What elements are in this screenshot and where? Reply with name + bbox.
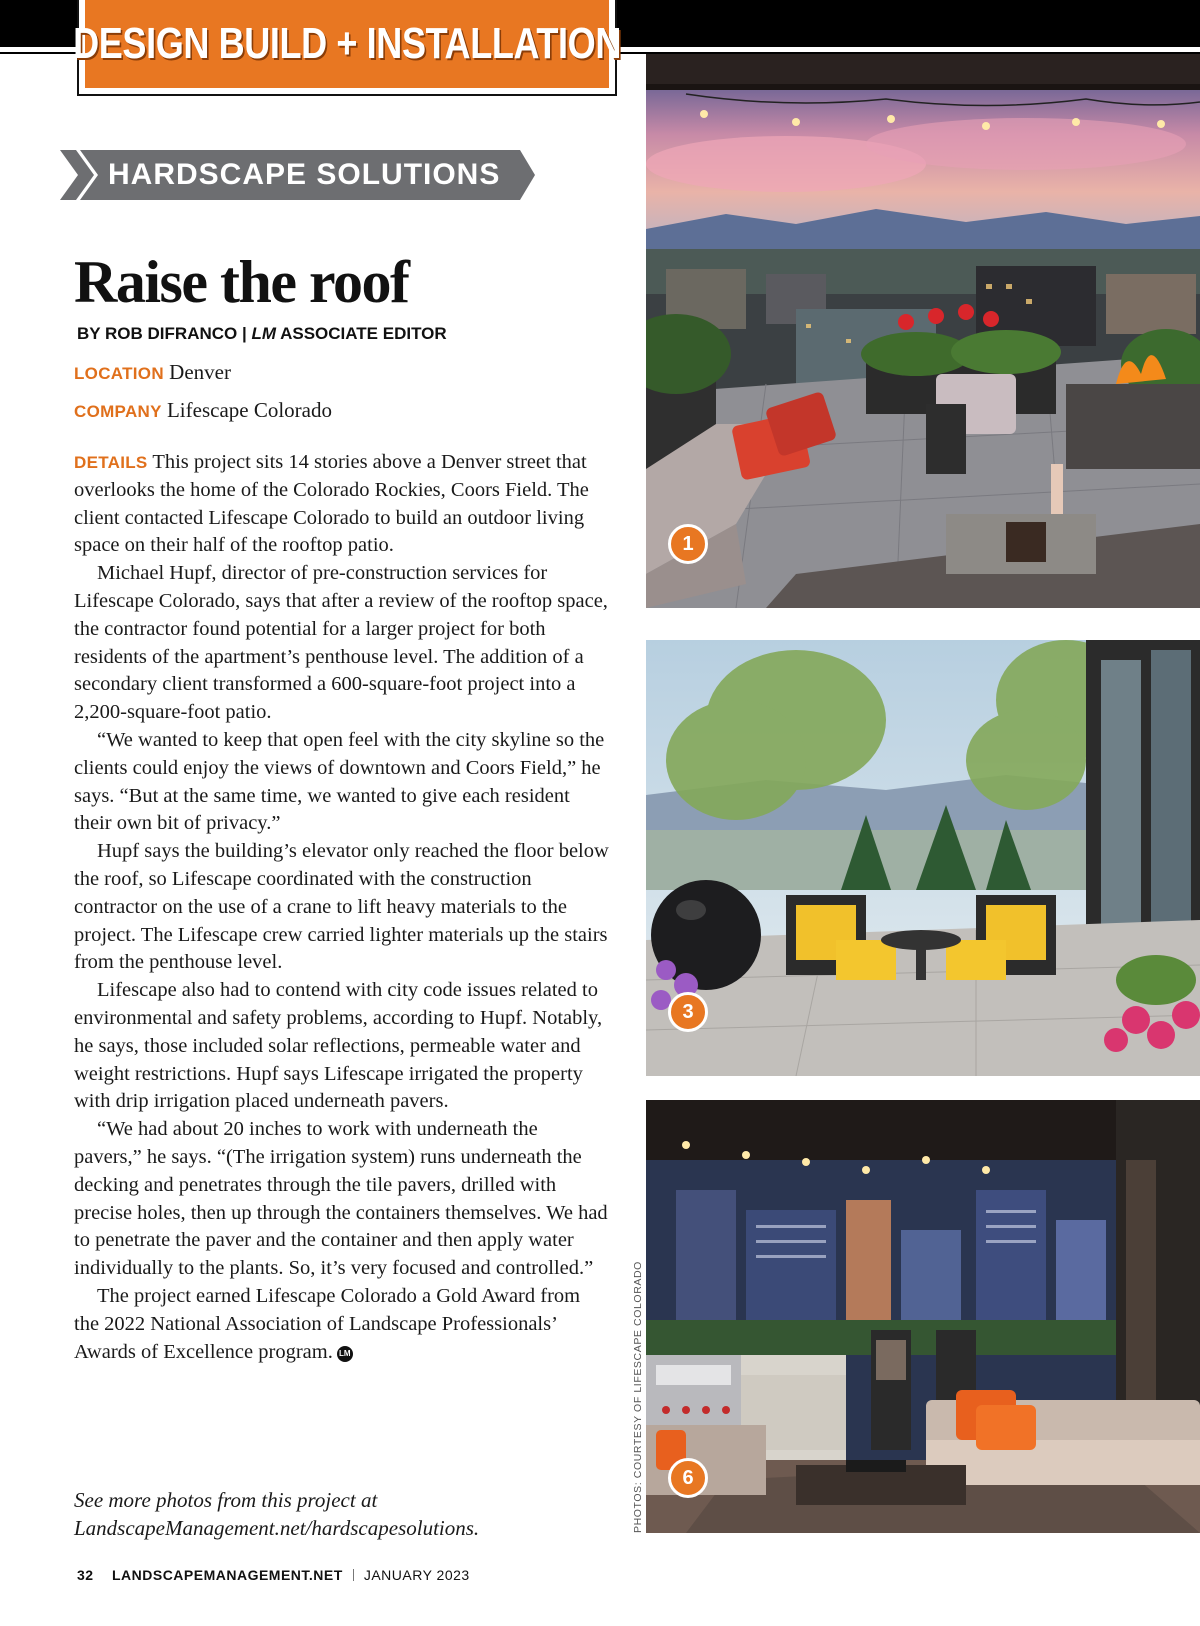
byline-role: ASSOCIATE EDITOR <box>276 324 447 343</box>
department-tag-label: HARDSCAPE SOLUTIONS <box>108 158 501 191</box>
photo-badge: 1 <box>668 524 708 564</box>
company-value: Lifescape Colorado <box>166 398 333 422</box>
photo-garden-seating <box>646 640 1200 1076</box>
paragraph: “We had about 20 inches to work with underneath the pavers,” he says. “(The irrigation system) runs underneath the decking and penetrates through the tile pavers, drilled with precise holes, then up through the containers themselves. We had to penetrate the paver and the container and then apply water individually to the plants. So, it’s very focused and controlled.” <box>74 1118 608 1280</box>
photo-rooftop-lounge <box>646 54 1200 608</box>
footer-issue: JANUARY 2023 <box>363 1567 470 1583</box>
location-line <box>74 360 231 385</box>
paragraph: Lifescape also had to contend with city code issues related to environmental and safety problems, according to Hupf. Notably, he says, those included solar reflections, permeable water and weight restrictions. Hupf says Lifescape irrigated the property with drip irrigation placed underneath pavers. <box>74 979 603 1113</box>
photo-badge: 3 <box>668 992 708 1032</box>
byline-publication: LM <box>251 324 276 343</box>
page-footer <box>77 1567 470 1583</box>
end-mark-icon: LM <box>337 1346 353 1362</box>
photo-outdoor-kitchen <box>646 1100 1200 1533</box>
byline <box>77 324 447 344</box>
paragraph: DETAILS This project sits 14 stories above a Denver street that overlooks the home of the Colorado Rockies, Coors Field. The client contacted Lifescape Colorado to build an outdoor living space on their half of the rooftop patio. <box>74 451 589 557</box>
location-value: Denver <box>169 360 231 384</box>
company-line <box>74 398 332 423</box>
paragraph: Michael Hupf, director of pre-construction services for Lifescape Colorado, says that after a review of the rooftop space, the contractor found potential for a larger project for both residents of the apartment’s penthouse level. The addition of a secondary client transformed a 600-square-foot project into a 2,200-square-foot patio. <box>74 562 608 724</box>
section-banner-title: DESIGN BUILD + INSTALLATION <box>73 19 621 68</box>
photo-credit: PHOTOS: COURTESY OF LIFESCAPE COLORADO <box>632 1261 644 1533</box>
footer-site: LANDSCAPEMANAGEMENT.NET <box>111 1567 343 1583</box>
byline-author: BY ROB DIFRANCO | <box>77 324 252 343</box>
footer-divider <box>353 1569 354 1581</box>
article-body <box>74 449 610 1366</box>
paragraph: “We wanted to keep that open feel with the city skyline so the clients could enjoy the views of downtown and Coors Field,” he says. “But at the same time, we wanted to give each resident their own bit of privacy.” <box>74 728 605 835</box>
company-label: COMPANY <box>74 402 162 421</box>
page-number: 32 <box>77 1567 94 1583</box>
department-tag <box>60 150 535 200</box>
paragraph: The project earned Lifescape Colorado a Gold Award from the 2022 National Association of Landscape Professionals’ Awards of Excellence program. LM <box>74 1284 581 1363</box>
photo-badge: 6 <box>668 1458 708 1498</box>
article-headline: Raise the roof <box>74 249 409 315</box>
see-more-note: See more photos from this project at LandscapeManagement.net/hardscapesolutions. <box>74 1488 480 1540</box>
details-label: DETAILS <box>74 453 148 472</box>
location-label: LOCATION <box>74 364 164 383</box>
section-banner <box>73 0 621 96</box>
paragraph: Hupf says the building’s elevator only reached the floor below the roof, so Lifescape coordinated with the construction contractor on the use of a crane to lift heavy materials to the project. The Lifescape crew carried lighter materials up the stairs from the penthouse level. <box>74 840 609 974</box>
